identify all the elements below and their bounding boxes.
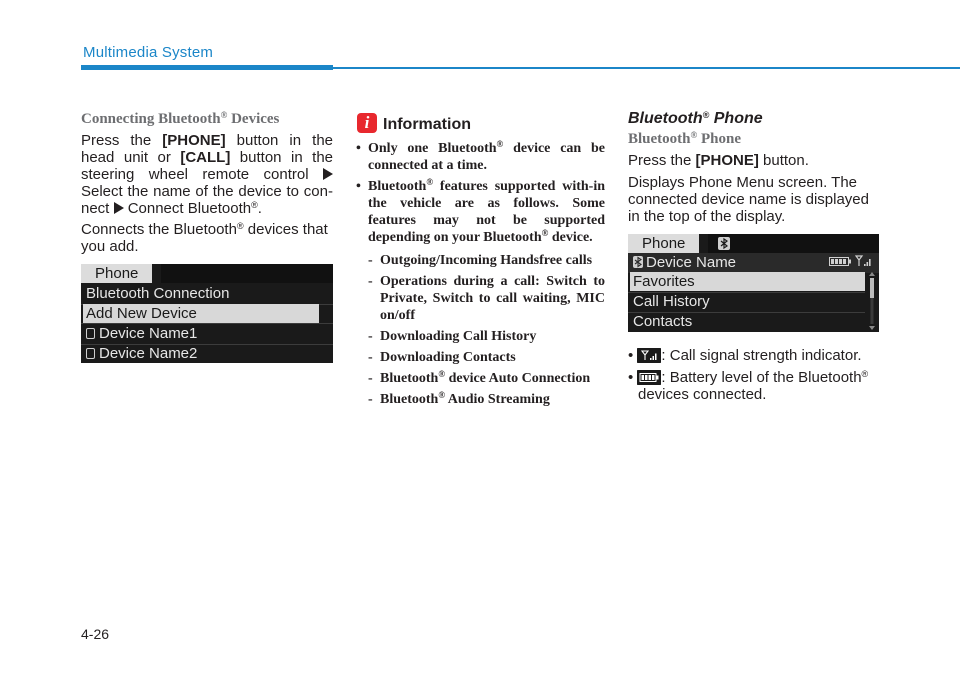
- info-icon: i: [357, 113, 377, 133]
- menu-item-add-new-device[interactable]: Add New Device: [83, 304, 319, 323]
- bullet-signal: • : Call signal strength indicator.: [628, 347, 862, 364]
- paragraph-press-phone: Press the [PHONE] button in the head unit or [CALL] button in the steering wheel remote control Select the name of the device to con-nect Connect Bluetooth®.: [81, 132, 334, 217]
- list-subitem: - Operations during a call: Switch to Private, Switch to call waiting, MIC on/off: [368, 274, 605, 323]
- paragraph-connects: Connects the Bluetooth® devices that you add.: [81, 221, 328, 255]
- menu-item-contacts[interactable]: Contacts: [633, 313, 693, 330]
- battery-icon: [829, 257, 851, 266]
- signal-icon: [855, 255, 873, 267]
- device-name-row: Device Name: [628, 253, 879, 273]
- bullet-battery: • : Battery level of the Bluetooth® devices connected.: [628, 369, 869, 403]
- screen-bluetooth-connection: [81, 264, 333, 363]
- header-rule-thick: [81, 65, 333, 70]
- screen-tab-bar: [708, 234, 879, 253]
- subheading-bluetooth-phone: Bluetooth® Phone: [628, 130, 742, 147]
- list-item: • Bluetooth® features supported with-in the vehicle are as follows. Some features may not be supported depending on your Bluetooth® device.: [356, 178, 605, 246]
- list-subitem: - Downloading Call History: [368, 329, 537, 344]
- scrollbar[interactable]: [867, 272, 877, 330]
- signal-strength-icon: [637, 348, 661, 363]
- header-rule-thin: [333, 67, 960, 69]
- menu-item-device-name-1[interactable]: Device Name1: [81, 324, 333, 344]
- list-subitem: - Bluetooth® device Auto Connection: [368, 369, 591, 386]
- menu-item-favorites[interactable]: Favorites: [630, 272, 865, 291]
- screen-tab-phone: Phone: [628, 234, 699, 253]
- paragraph-phone-menu: Displays Phone Menu screen. The connected device name is displayed in the top of the display.: [628, 174, 869, 225]
- paragraph-press-phone-button: Press the [PHONE] button.: [628, 152, 809, 169]
- section-title: Multimedia System: [83, 44, 214, 61]
- list-subitem: - Outgoing/Incoming Handsfree calls: [368, 253, 593, 268]
- info-list: [356, 140, 605, 412]
- screen-tab-bar: [161, 264, 333, 283]
- triangle-arrow-icon: [323, 168, 333, 180]
- info-title: Information: [383, 116, 471, 133]
- screen-tab-phone: Phone: [81, 264, 152, 283]
- list-subitem: - Bluetooth® Audio Streaming: [368, 390, 550, 407]
- bluetooth-icon: [633, 256, 643, 268]
- menu-item-device-name-2[interactable]: Device Name2: [81, 344, 333, 363]
- list-subitem: - Downloading Contacts: [368, 350, 516, 365]
- menu-item-call-history[interactable]: Call History: [633, 293, 710, 310]
- heading-connecting-bluetooth: Connecting Bluetooth® Devices: [81, 110, 280, 127]
- device-icon: [86, 348, 95, 359]
- bluetooth-icon: [718, 237, 730, 250]
- screen-phone-menu: [628, 234, 879, 332]
- triangle-arrow-icon: [114, 202, 124, 214]
- page-number: 4-26: [81, 626, 110, 642]
- heading-bluetooth-phone: Bluetooth® Phone: [628, 110, 763, 127]
- battery-level-icon: [637, 370, 661, 385]
- list-item: • Only one Bluetooth® device can be connected at a time.: [356, 140, 605, 174]
- device-icon: [86, 328, 95, 339]
- menu-item-bluetooth-connection[interactable]: Bluetooth Connection: [86, 285, 230, 302]
